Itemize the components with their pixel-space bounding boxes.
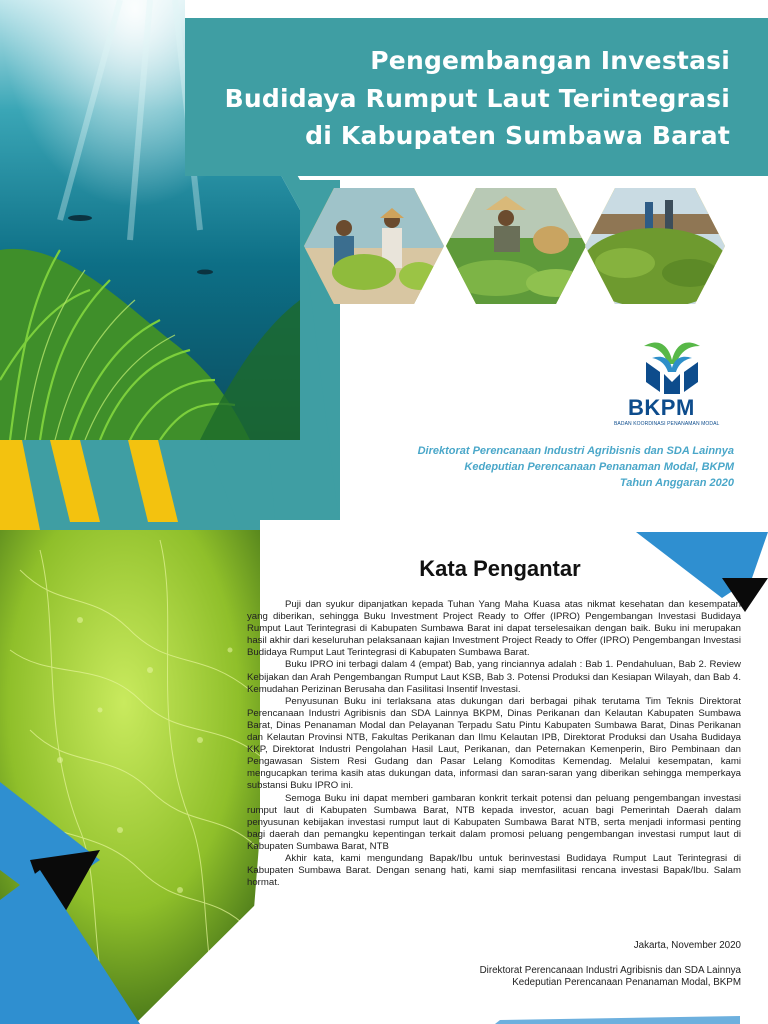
bkpm-logo-wordmark: BKPM bbox=[628, 395, 695, 420]
preface-paragraph: Akhir kata, kami mengundang Bapak/Ibu untuk berinvestasi Budidaya Rumput Laut Terintegrasi di Kabupaten Sumbawa Barat. Dengan senang hati, kami siap memfasilitasi rencana investasi Bapak/Ibu. Salam hormat. bbox=[247, 852, 741, 889]
bkpm-logo-subtitle: BADAN KOORDINASI PENANAMAN MODAL bbox=[614, 421, 720, 427]
preface-body bbox=[247, 599, 741, 889]
title-band bbox=[185, 18, 768, 176]
subheading-year: Tahun Anggaran 2020 bbox=[619, 477, 734, 489]
preface-closing bbox=[420, 940, 741, 990]
subheading-directorate: Direktorat Perencanaan Industri Agribisnis dan SDA Lainnya bbox=[417, 445, 734, 457]
title-line-2: Budidaya Rumput Laut Terintegrasi bbox=[224, 84, 730, 113]
hexagon-photo-seaweed-carriers bbox=[304, 188, 444, 304]
title-band-top-edge bbox=[185, 0, 768, 20]
hexagon-photo-farmer bbox=[446, 188, 586, 304]
hexagon-photo-row bbox=[300, 188, 725, 308]
title-line-3: di Kabupaten Sumbawa Barat bbox=[305, 121, 730, 150]
preface-paragraph: Penyusunan Buku ini terlaksana atas dukungan dari berbagai pihak terutama Tim Teknis Direktorat Perencanaan Industri Agribisnis dan SDA Lainnya BKPM, Dinas Perikanan dan Kelautan Kabupaten Sumbawa Barat, Dinas Penanaman Modal dan Pelayanan Terpadu Satu Pintu Kabupaten Sumbawa Barat, Dinas Perikanan dan Kelautan Provinsi NTB, Fakultas Perikanan dan Ilmu Kelautan IPB, Direktorat Produksi dan Usaha Budidaya KKP, Direktorat Industri Pengolahan Hasil Laut, Perikanan, dan Peternakan Kemenperin, Biro Pembinaan dan Pengawasan Sistem Resi Gudang dan Pasar Lelang Komoditas Kemendag. Melalui kesempatan, kami mengucapkan terima kasih atas dukungan data, informasi dan saran-saran yang diberikan sehingga memperkaya substansi Buku IPRO ini. bbox=[247, 695, 741, 792]
hexagon-photo-drying-seaweed bbox=[580, 188, 725, 308]
place-date: Jakarta, November 2020 bbox=[633, 940, 741, 951]
title-line-1: Pengembangan Investasi bbox=[370, 46, 730, 75]
signature-line-1: Direktorat Perencanaan Industri Agribisnis dan SDA Lainnya bbox=[479, 964, 741, 976]
preface-paragraph: Semoga Buku ini dapat memberi gambaran konkrit terkait potensi dan peluang pengembangan investasi rumput laut di Kabupaten Sumbawa Barat, NTB kepada investor, acuan bagi Pemerintah Daerah dalam penyusunan kebijakan investasi rumput laut di Kabupaten Sumbawa Barat NTB, serta menjadi informasi penting bagi daerah dan pemangku kepentingan terkait dalam promosi peluang pengembangan investasi rumput laut di Kabupaten Sumbawa Barat, NTB bbox=[247, 792, 741, 852]
preface-title: Kata Pengantar bbox=[419, 556, 581, 581]
signature-line-2: Kedeputian Perencanaan Penanaman Modal, BKPM bbox=[512, 977, 741, 988]
bkpm-logo-icon bbox=[638, 338, 706, 394]
preface-paragraph: Puji dan syukur dipanjatkan kepada Tuhan Yang Maha Kuasa atas nikmat kesehatan dan kesempatan yang diberikan, sehingga Buku Investment Project Ready to Offer (IPRO) Pengembangan Investasi Budidaya Rumput Laut Terintegrasi di Kabupaten Sumbawa Barat ini dapat terselesaikan dengan baik. Buku ini merupakan hasil akhir dari keseluruhan pelaksanaan kajian Investment Project Ready to Offer (IPRO) Pengembangan Investasi Budidaya Rumput Laut Terintegrasi di Kabupaten Sumbawa Barat. bbox=[247, 599, 741, 659]
preface-paragraph: Buku IPRO ini terbagi dalam 4 (empat) Bab, yang rinciannya adalah : Bab 1. Pendahuluan, Bab 2. Review Kebijakan dan Arah Pengembangan Rumput Laut KSB, Bab 3. Potensi Produksi dan Kesiapan Wilayah, dan Bab 4. Kemudahan Perizinan Berusaha dan Fasilitasi Insentif Investasi. bbox=[247, 659, 741, 695]
subheading-deputy: Kedeputian Perencanaan Penanaman Modal, BKPM bbox=[464, 461, 734, 473]
